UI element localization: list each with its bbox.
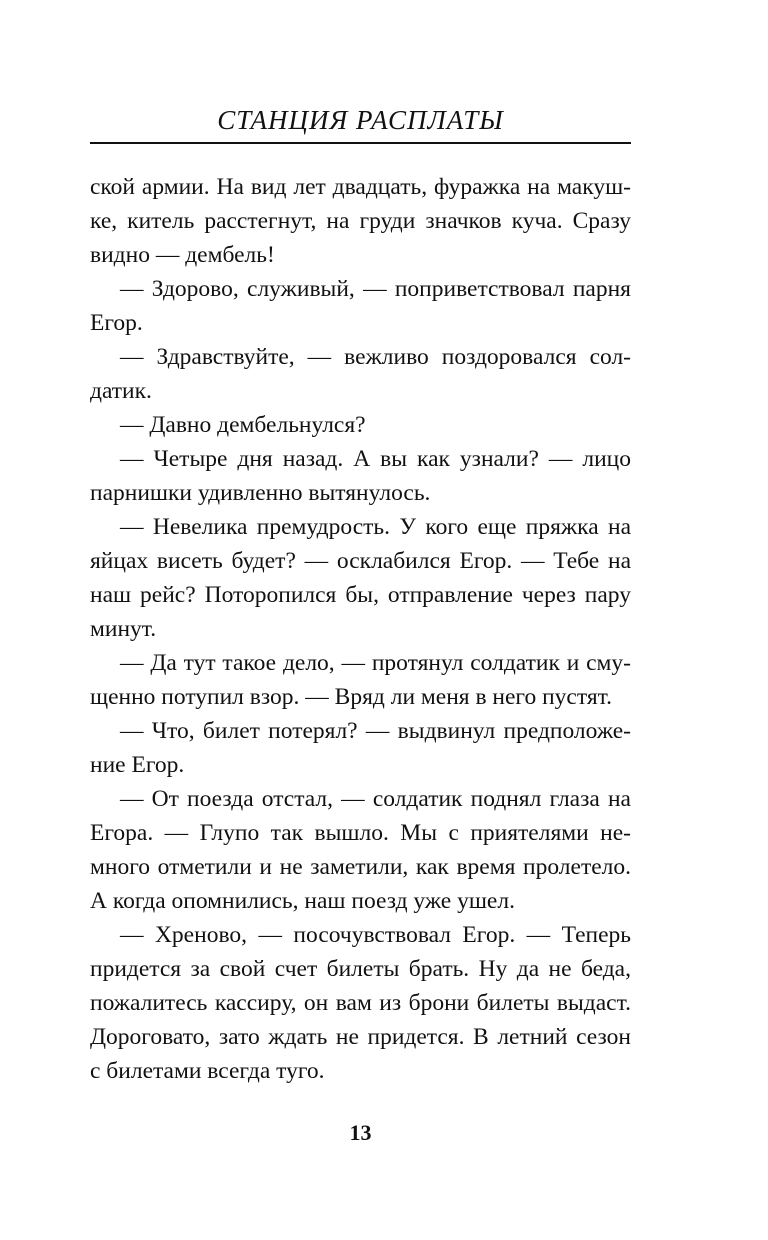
text-line: Егора. — Глупо так вышло. Мы с приятелями не- [90, 820, 631, 846]
text-line: Егор. [90, 310, 143, 336]
text-line: наш рейс? Поторопился бы, отправление через пару [90, 582, 631, 608]
text-line: — Хреново, — посочувствовал Егор. — Теперь [120, 922, 631, 948]
text-line: ке, китель расстегнут, на груди значков куча. Сразу [90, 208, 631, 234]
text-line: с билетами всегда туго. [90, 1058, 325, 1084]
text-line: парнишки удивленно вытянулось. [90, 480, 431, 506]
text-line: А когда опомнились, наш поезд уже ушел. [90, 888, 515, 914]
text-line: ние Егор. [90, 752, 185, 778]
text-line: минут. [90, 616, 157, 642]
text-line: — Невелика премудрость. У кого еще пряжка на [120, 514, 631, 540]
text-line: Дороговато, зато ждать не придется. В летний сезон [90, 1024, 631, 1050]
body-text [90, 170, 631, 1088]
text-line: щенно потупил взор. — Вряд ли меня в него пустят. [90, 684, 613, 710]
header-rule [90, 142, 631, 144]
text-line: — Четыре дня назад. А вы как узнали? — лицо [120, 446, 631, 472]
text-line: — Да тут такое дело, — протянул солдатик и сму- [120, 650, 631, 676]
text-line: пожалитесь кассиру, он вам из брони билеты выдаст. [90, 990, 631, 1016]
text-line: — От поезда отстал, — солдатик поднял глаза на [120, 786, 631, 812]
text-line: много отметили и не заметили, как время пролетело. [90, 854, 631, 880]
text-line: — Что, билет потерял? — выдвинул предположе- [120, 718, 631, 744]
text-line: придется за свой счет билеты брать. Ну да не беда, [90, 956, 631, 982]
text-line: — Здравствуйте, — вежливо поздоровался сол- [120, 344, 631, 370]
text-line: видно — дембель! [90, 242, 275, 268]
text-line: яйцах висеть будет? — осклабился Егор. — Тебе на [90, 548, 631, 574]
text-line: датик. [90, 378, 152, 404]
text-line: ской армии. На вид лет двадцать, фуражка на макуш- [90, 174, 631, 200]
running-head-title: СТАНЦИЯ РАСПЛАТЫ [217, 105, 504, 135]
text-line: — Здорово, служивый, — поприветствовал парня [120, 276, 631, 302]
page-number: 13 [349, 1120, 372, 1145]
text-line: — Давно дембельнулся? [120, 412, 366, 438]
